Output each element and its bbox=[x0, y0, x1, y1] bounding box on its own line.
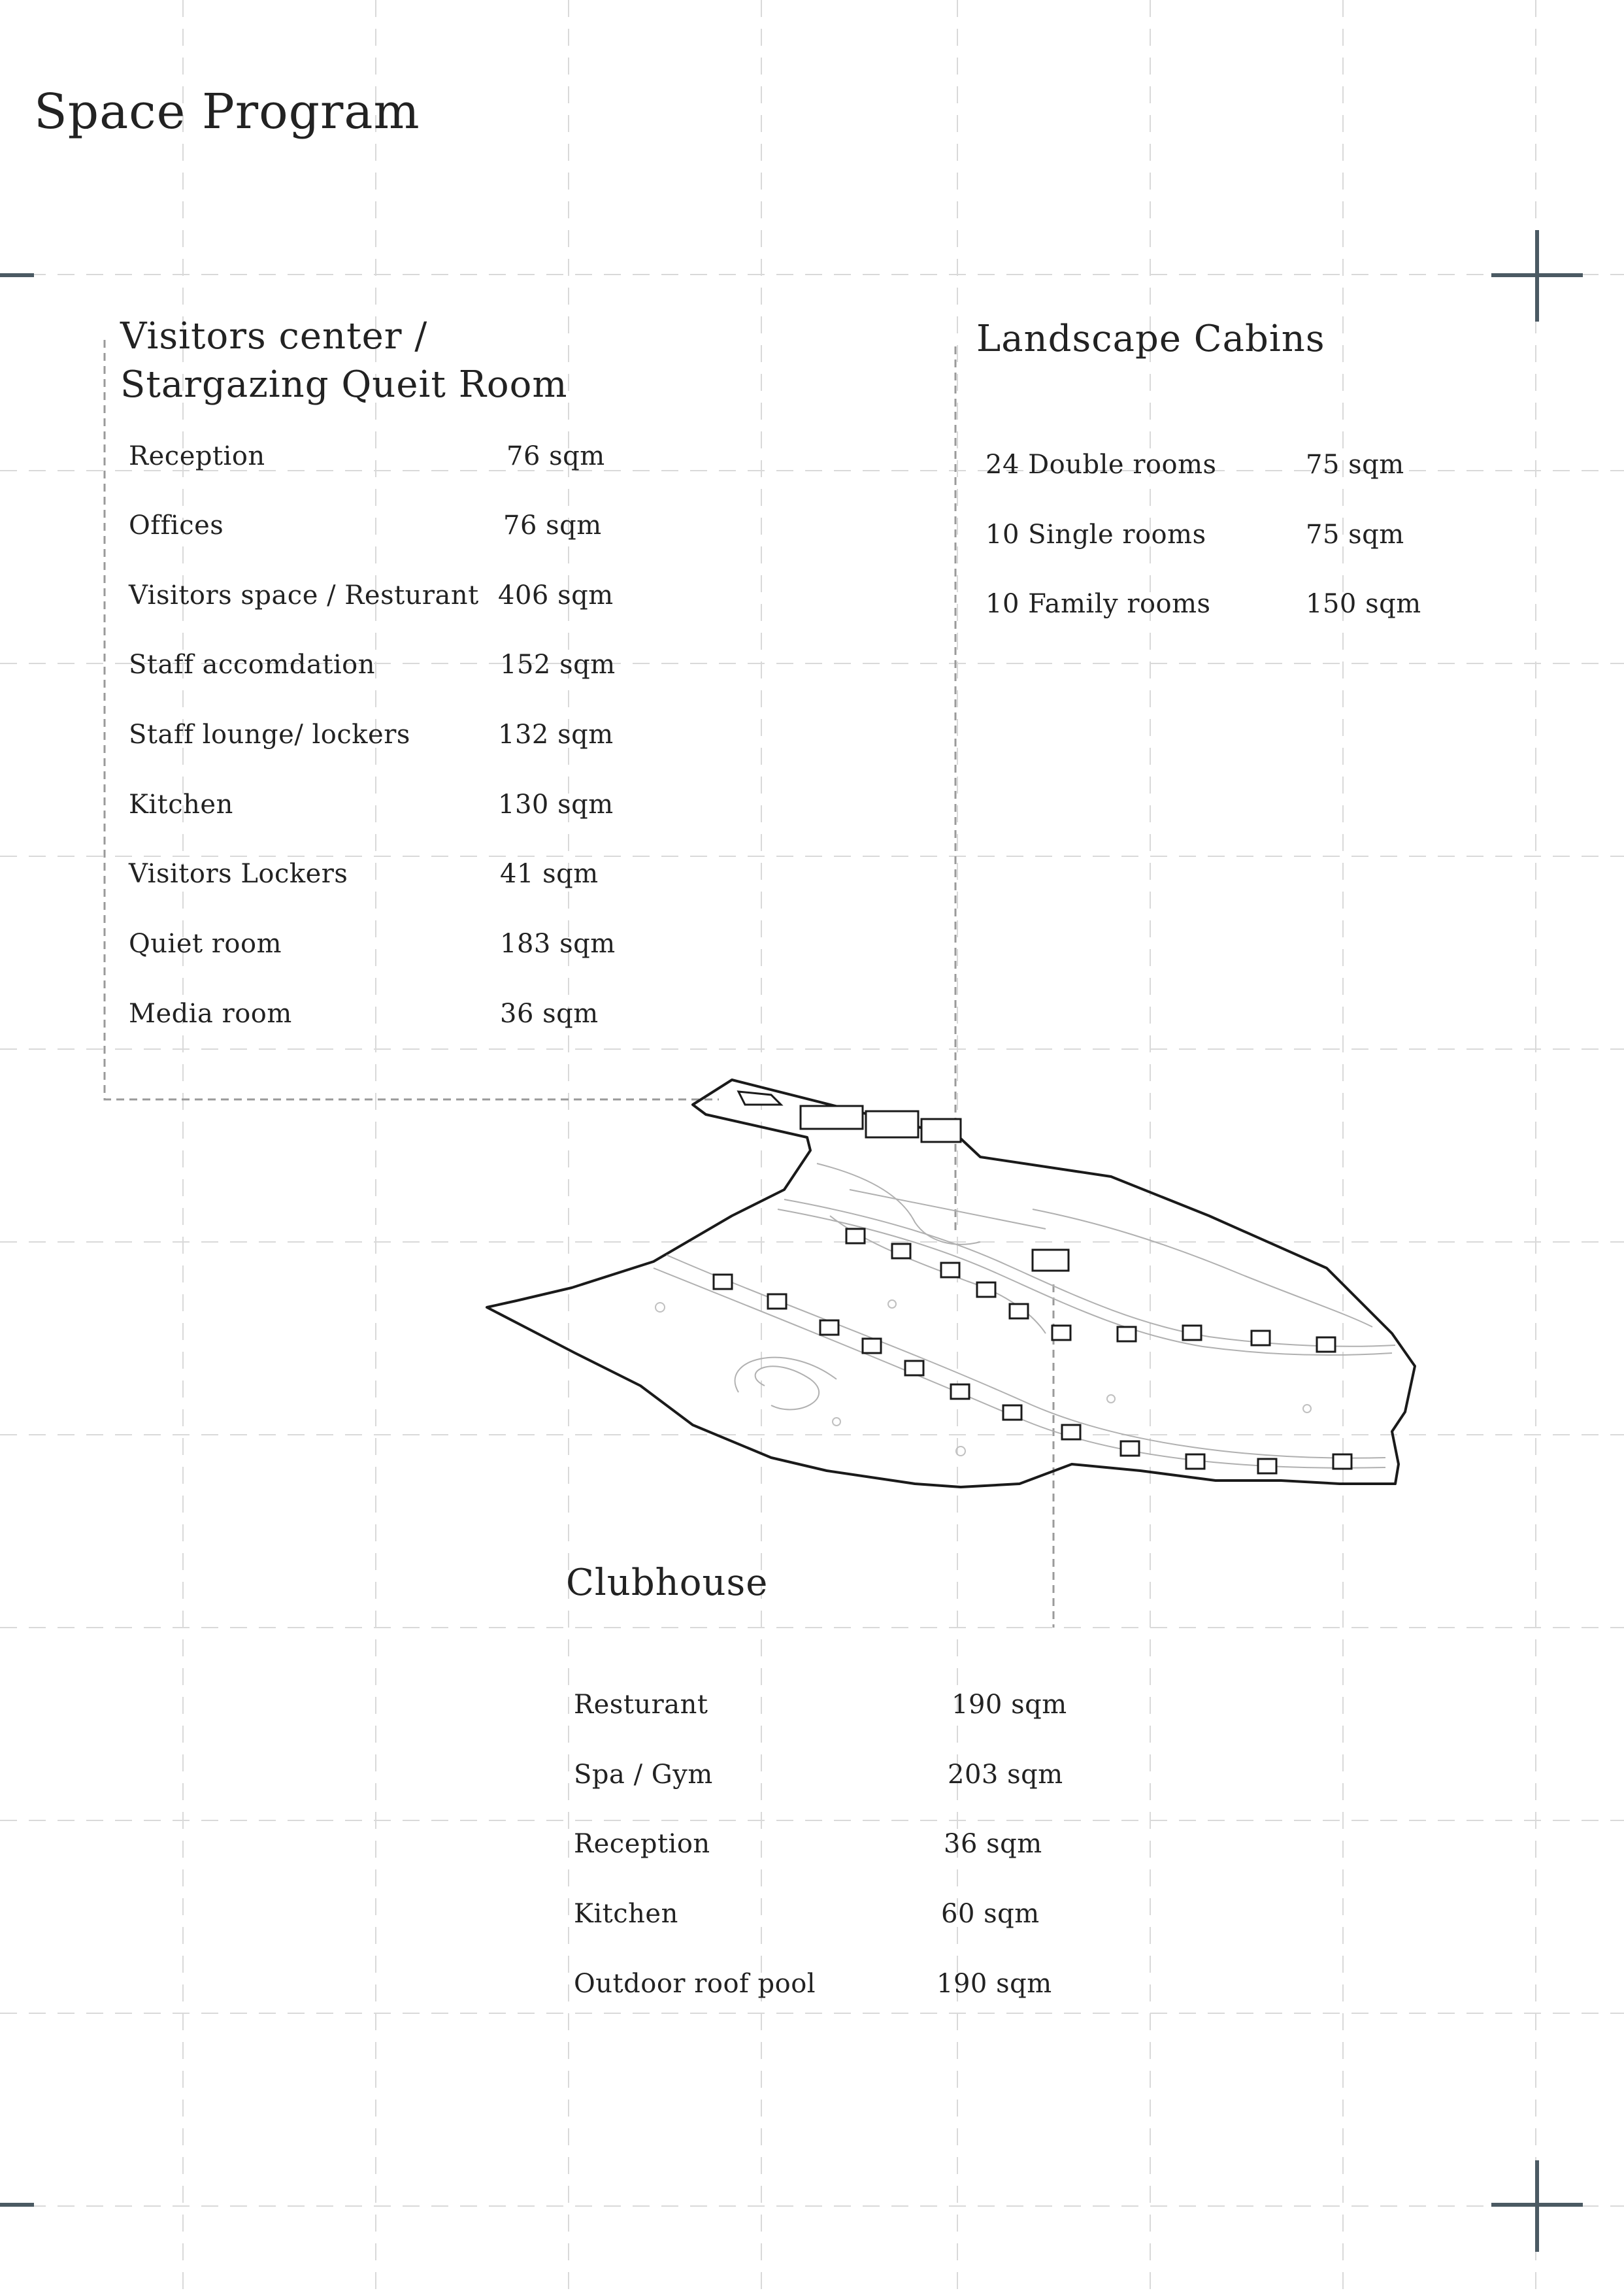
row-value: 150 sqm bbox=[1306, 589, 1421, 619]
row-value: 130 sqm bbox=[498, 790, 614, 820]
row-value: 60 sqm bbox=[941, 1899, 1040, 1929]
visitors-title-line2: Stargazing Queit Room bbox=[120, 363, 568, 406]
row-value: 76 sqm bbox=[503, 510, 602, 541]
row-label: Offices bbox=[129, 510, 224, 541]
row-label: Visitors space / Resturant bbox=[129, 580, 479, 611]
row-label: Spa / Gym bbox=[574, 1760, 713, 1790]
page-title: Space Program bbox=[34, 84, 420, 140]
row-label: 10 Single rooms bbox=[986, 520, 1206, 550]
visitors-title-line1: Visitors center / bbox=[120, 315, 428, 358]
row-label: Quiet room bbox=[129, 929, 282, 959]
row-value: 36 sqm bbox=[944, 1829, 1042, 1859]
row-value: 152 sqm bbox=[500, 650, 616, 680]
row-label: Kitchen bbox=[574, 1899, 678, 1929]
row-label: Visitors Lockers bbox=[129, 859, 348, 889]
cabins-title: Landscape Cabins bbox=[976, 318, 1325, 360]
row-value: 190 sqm bbox=[936, 1969, 1052, 1999]
row-label: Kitchen bbox=[129, 790, 233, 820]
clubhouse-title: Clubhouse bbox=[566, 1562, 769, 1604]
row-value: 406 sqm bbox=[498, 580, 614, 611]
row-value: 41 sqm bbox=[500, 859, 599, 889]
row-label: Outdoor roof pool bbox=[574, 1969, 816, 1999]
row-value: 190 sqm bbox=[952, 1690, 1067, 1720]
row-label: Resturant bbox=[574, 1690, 708, 1720]
row-value: 75 sqm bbox=[1306, 450, 1404, 480]
row-value: 36 sqm bbox=[500, 999, 599, 1029]
row-label: 10 Family rooms bbox=[986, 589, 1211, 619]
row-label: 24 Double rooms bbox=[986, 450, 1217, 480]
row-value: 183 sqm bbox=[500, 929, 616, 959]
row-label: Staff accomdation bbox=[129, 650, 375, 680]
row-label: Reception bbox=[129, 441, 265, 471]
row-value: 132 sqm bbox=[498, 720, 614, 750]
row-value: 76 sqm bbox=[506, 441, 605, 471]
row-label: Media room bbox=[129, 999, 292, 1029]
row-label: Staff lounge/ lockers bbox=[129, 720, 410, 750]
row-label: Reception bbox=[574, 1829, 710, 1859]
row-value: 75 sqm bbox=[1306, 520, 1404, 550]
row-value: 203 sqm bbox=[948, 1760, 1063, 1790]
